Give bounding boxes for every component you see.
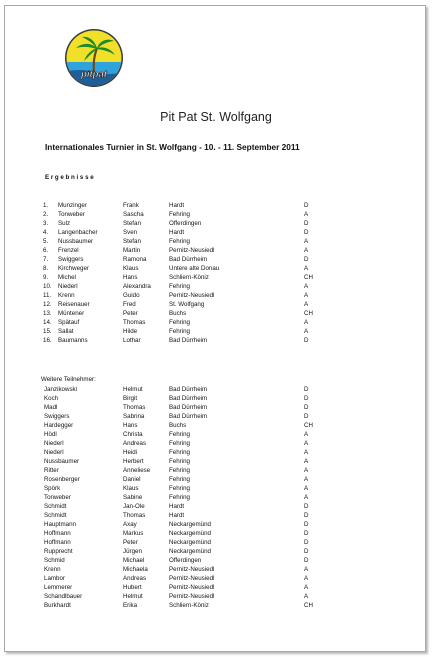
result-firstname: Hilde: [123, 328, 138, 336]
result-nation: D: [304, 337, 309, 345]
participant-lastname: Hauptmann: [44, 521, 76, 528]
participant-firstname: Thomas: [123, 512, 146, 519]
participant-firstname: Birgit: [123, 395, 138, 402]
result-lastname: Munzinger: [58, 202, 87, 209]
result-club: Hardt: [169, 202, 185, 209]
participant-lastname: Hoffmann: [44, 539, 71, 546]
result-nation: CH: [304, 310, 313, 318]
result-rank: 5.: [43, 238, 49, 246]
result-rank: 1.: [43, 202, 49, 209]
participant-nation: A: [304, 467, 309, 474]
participant-club: Fehring: [169, 467, 190, 474]
result-firstname: Fred: [123, 301, 136, 309]
participant-club: Bad Dürrheim: [169, 386, 208, 393]
result-row: [0, 327, 432, 336]
participant-nation: A: [304, 431, 309, 438]
participant-lastname: Krenn: [44, 566, 61, 573]
logo-wordmark: pitpat: [81, 69, 107, 80]
tournament-subtitle: Internationales Turnier in St. Wolfgang - 10. - 11. September 2011: [45, 142, 300, 152]
participant-firstname: Hans: [123, 422, 138, 429]
participant-row: [0, 385, 432, 394]
participant-nation: A: [304, 485, 309, 492]
participant-row: [0, 511, 432, 520]
participant-nation: CH: [304, 422, 313, 429]
result-row: [0, 246, 432, 255]
result-firstname: Alexandra: [123, 283, 151, 291]
result-firstname: Thomas: [123, 319, 146, 327]
result-club: Pernitz-Neusiedl: [169, 247, 215, 255]
result-row: [0, 300, 432, 309]
result-nation: D: [304, 256, 309, 264]
participant-firstname: Jürgen: [123, 548, 142, 555]
participant-club: Schliern-Köniz: [169, 602, 209, 609]
participant-club: Neckargemünd: [169, 548, 211, 555]
result-firstname: Frank: [123, 202, 139, 209]
result-nation: A: [304, 319, 309, 327]
participant-lastname: Hoffmann: [44, 530, 71, 537]
participant-nation: A: [304, 458, 309, 465]
result-nation: A: [304, 211, 309, 218]
participant-firstname: Klaus: [123, 485, 139, 492]
result-rank: 2.: [43, 211, 49, 218]
participant-nation: D: [304, 395, 309, 402]
result-nation: D: [304, 202, 309, 209]
result-row: [0, 282, 432, 291]
participant-firstname: Andreas: [123, 575, 147, 582]
participants-heading: Weitere Teilnehmer:: [41, 376, 96, 383]
participant-nation: D: [304, 386, 309, 393]
participant-row: [0, 556, 432, 565]
participant-firstname: Helmut: [123, 386, 143, 393]
participant-lastname: Hardegger: [44, 422, 74, 429]
participant-lastname: Tonweber: [44, 494, 71, 501]
participant-club: Bad Dürrheim: [169, 395, 208, 402]
participant-club: Hardt: [169, 503, 185, 510]
participant-club: Fehring: [169, 485, 190, 492]
participant-nation: D: [304, 539, 309, 546]
result-lastname: Baumanns: [58, 337, 88, 345]
result-nation: D: [304, 220, 309, 228]
result-row: [0, 318, 432, 327]
participant-lastname: Nussbaumer: [44, 458, 80, 465]
result-row: [0, 228, 432, 237]
result-nation: A: [304, 265, 309, 273]
participant-club: Fehring: [169, 494, 190, 501]
pitpat-logo: [64, 28, 124, 88]
result-rank: 10.: [43, 283, 52, 291]
participant-firstname: Jan-Ole: [123, 503, 145, 510]
participant-lastname: Schandlbauer: [44, 593, 83, 600]
result-lastname: Krenn: [58, 292, 75, 300]
participant-club: Pernitz-Neusiedl: [169, 593, 215, 600]
result-club: Fehring: [169, 238, 190, 246]
result-firstname: Peter: [123, 310, 138, 318]
participant-row: [0, 394, 432, 403]
participant-lastname: Spörk: [44, 485, 61, 492]
participant-nation: D: [304, 548, 309, 555]
result-lastname: Reisenauer: [58, 301, 90, 309]
participant-club: Fehring: [169, 476, 190, 483]
result-row: [0, 273, 432, 282]
page-title: Pit Pat St. Wolfgang: [160, 110, 272, 124]
participant-firstname: Hubert: [123, 584, 142, 591]
participant-firstname: Herbert: [123, 458, 144, 465]
result-rank: 12.: [43, 301, 52, 309]
participant-firstname: Andreas: [123, 440, 147, 447]
participant-lastname: Niederl: [44, 440, 64, 447]
result-rank: 3.: [43, 220, 49, 228]
participant-lastname: Schmidt: [44, 503, 67, 510]
participant-club: Neckargemünd: [169, 530, 211, 537]
result-lastname: Nussbaumer: [58, 238, 94, 246]
result-row: [0, 336, 432, 345]
result-club: Fehring: [169, 328, 190, 336]
participant-firstname: Sabine: [123, 494, 143, 501]
participant-club: Offerdingen: [169, 557, 202, 564]
participant-firstname: Daniel: [123, 476, 141, 483]
participant-club: Neckargemünd: [169, 521, 211, 528]
participant-row: [0, 439, 432, 448]
participant-lastname: Janzikowski: [44, 386, 78, 393]
participant-club: Hardt: [169, 512, 185, 519]
participant-nation: A: [304, 593, 309, 600]
participant-club: Pernitz-Neusiedl: [169, 566, 215, 573]
participant-nation: D: [304, 521, 309, 528]
participant-lastname: Lambor: [44, 575, 65, 582]
result-lastname: Frenzel: [58, 247, 79, 255]
result-row: [0, 309, 432, 318]
participant-firstname: Michaela: [123, 566, 148, 573]
result-rank: 6.: [43, 247, 49, 255]
participant-lastname: Rupprecht: [44, 548, 73, 555]
result-nation: A: [304, 292, 309, 300]
participant-row: [0, 457, 432, 466]
participant-club: Fehring: [169, 458, 190, 465]
result-nation: CH: [304, 274, 313, 282]
result-lastname: Swiggers: [58, 256, 84, 264]
result-club: Bad Dürrheim: [169, 337, 208, 345]
result-lastname: Langenbacher: [58, 229, 98, 237]
result-rank: 7.: [43, 256, 49, 264]
participant-firstname: Thomas: [123, 404, 146, 411]
result-rank: 13.: [43, 310, 52, 318]
result-nation: A: [304, 247, 309, 255]
participant-nation: D: [304, 404, 309, 411]
result-lastname: Müntener: [58, 310, 85, 318]
participant-lastname: Hödl: [44, 431, 57, 438]
participant-lastname: Burkhardt: [44, 602, 71, 609]
result-rank: 4.: [43, 229, 49, 237]
result-club: Schliern-Köniz: [169, 274, 209, 282]
result-row: [0, 291, 432, 300]
result-nation: A: [304, 283, 309, 291]
participant-lastname: Niederl: [44, 449, 64, 456]
result-rank: 14.: [43, 319, 52, 327]
result-nation: D: [304, 229, 309, 237]
participant-firstname: Sabrina: [123, 413, 145, 420]
participant-nation: A: [304, 449, 309, 456]
result-nation: A: [304, 328, 309, 336]
result-rank: 11.: [43, 292, 52, 300]
result-firstname: Guido: [123, 292, 140, 300]
result-row: [0, 210, 432, 219]
participant-row: [0, 574, 432, 583]
participant-row: [0, 430, 432, 439]
result-firstname: Martin: [123, 247, 141, 255]
result-club: Buchs: [169, 310, 187, 318]
result-nation: A: [304, 238, 309, 246]
participant-row: [0, 466, 432, 475]
participant-nation: D: [304, 530, 309, 537]
result-firstname: Stefan: [123, 220, 141, 228]
participant-row: [0, 547, 432, 556]
result-rank: 15.: [43, 328, 52, 336]
result-club: Untere alte Donau: [169, 265, 220, 273]
participant-club: Bad Dürrheim: [169, 404, 208, 411]
participant-row: [0, 538, 432, 547]
participant-firstname: Christa: [123, 431, 143, 438]
participant-club: Fehring: [169, 440, 190, 447]
participant-lastname: Rosenberger: [44, 476, 80, 483]
result-firstname: Sascha: [123, 211, 144, 218]
participant-club: Fehring: [169, 449, 190, 456]
participant-lastname: Madl: [44, 404, 58, 411]
result-firstname: Hans: [123, 274, 138, 282]
result-row: [0, 255, 432, 264]
result-row: [0, 201, 432, 210]
participant-row: [0, 493, 432, 502]
participant-nation: CH: [304, 602, 313, 609]
participant-nation: D: [304, 503, 309, 510]
result-club: Pernitz-Neusiedl: [169, 292, 215, 300]
participant-nation: A: [304, 440, 309, 447]
participant-nation: A: [304, 575, 309, 582]
results-heading: Ergebnisse: [45, 174, 96, 181]
participant-club: Neckargemünd: [169, 539, 211, 546]
participant-row: [0, 520, 432, 529]
participant-firstname: Axay: [123, 521, 137, 528]
participant-row: [0, 592, 432, 601]
participant-row: [0, 601, 432, 610]
participant-row: [0, 529, 432, 538]
participant-nation: A: [304, 494, 309, 501]
result-nation: A: [304, 301, 309, 309]
result-lastname: Michel: [58, 274, 76, 282]
result-firstname: Sven: [123, 229, 138, 237]
result-firstname: Stefan: [123, 238, 141, 246]
result-firstname: Klaus: [123, 265, 139, 273]
participant-lastname: Lemmerer: [44, 584, 73, 591]
result-rank: 9.: [43, 274, 49, 282]
result-lastname: Sulz: [58, 220, 71, 228]
result-club: Fehring: [169, 211, 190, 218]
result-rank: 16.: [43, 337, 52, 345]
participant-row: [0, 484, 432, 493]
participant-club: Fehring: [169, 431, 190, 438]
participant-row: [0, 412, 432, 421]
result-club: St. Wolfgang: [169, 301, 205, 309]
participant-nation: A: [304, 566, 309, 573]
participant-firstname: Heidi: [123, 449, 138, 456]
result-firstname: Lothar: [123, 337, 141, 345]
result-lastname: Spätauf: [58, 319, 80, 327]
participant-firstname: Michael: [123, 557, 145, 564]
participant-nation: D: [304, 557, 309, 564]
result-club: Bad Dürrheim: [169, 256, 208, 264]
participant-firstname: Helmut: [123, 593, 143, 600]
participant-nation: A: [304, 584, 309, 591]
participant-row: [0, 583, 432, 592]
participant-nation: D: [304, 512, 309, 519]
participant-firstname: Anneliese: [123, 467, 151, 474]
result-lastname: Tonweber: [58, 211, 85, 218]
participant-club: Pernitz-Neusiedl: [169, 584, 215, 591]
result-firstname: Ramona: [123, 256, 147, 264]
result-lastname: Niederl: [58, 283, 78, 291]
participant-firstname: Peter: [123, 539, 138, 546]
participant-nation: D: [304, 413, 309, 420]
result-club: Fehring: [169, 319, 190, 327]
participant-firstname: Erika: [123, 602, 138, 609]
participant-lastname: Schmidt: [44, 512, 67, 519]
result-row: [0, 264, 432, 273]
result-lastname: Sallat: [58, 328, 74, 336]
participant-club: Pernitz-Neusiedl: [169, 575, 215, 582]
participant-lastname: Schmid: [44, 557, 65, 564]
result-lastname: Kirchweger: [58, 265, 89, 273]
participant-nation: A: [304, 476, 309, 483]
participant-club: Buchs: [169, 422, 187, 429]
result-row: [0, 219, 432, 228]
participant-row: [0, 502, 432, 511]
result-club: Hardt: [169, 229, 185, 237]
participant-firstname: Markus: [123, 530, 144, 537]
result-rank: 8.: [43, 265, 49, 273]
participant-lastname: Swiggers: [44, 413, 70, 420]
participant-row: [0, 403, 432, 412]
participant-lastname: Ritter: [44, 467, 59, 474]
participant-row: [0, 475, 432, 484]
result-club: Fehring: [169, 283, 190, 291]
participant-lastname: Koch: [44, 395, 59, 402]
result-club: Offerdingen: [169, 220, 202, 228]
participant-row: [0, 448, 432, 457]
participant-club: Bad Dürrheim: [169, 413, 208, 420]
participant-row: [0, 421, 432, 430]
participant-row: [0, 565, 432, 574]
result-row: [0, 237, 432, 246]
